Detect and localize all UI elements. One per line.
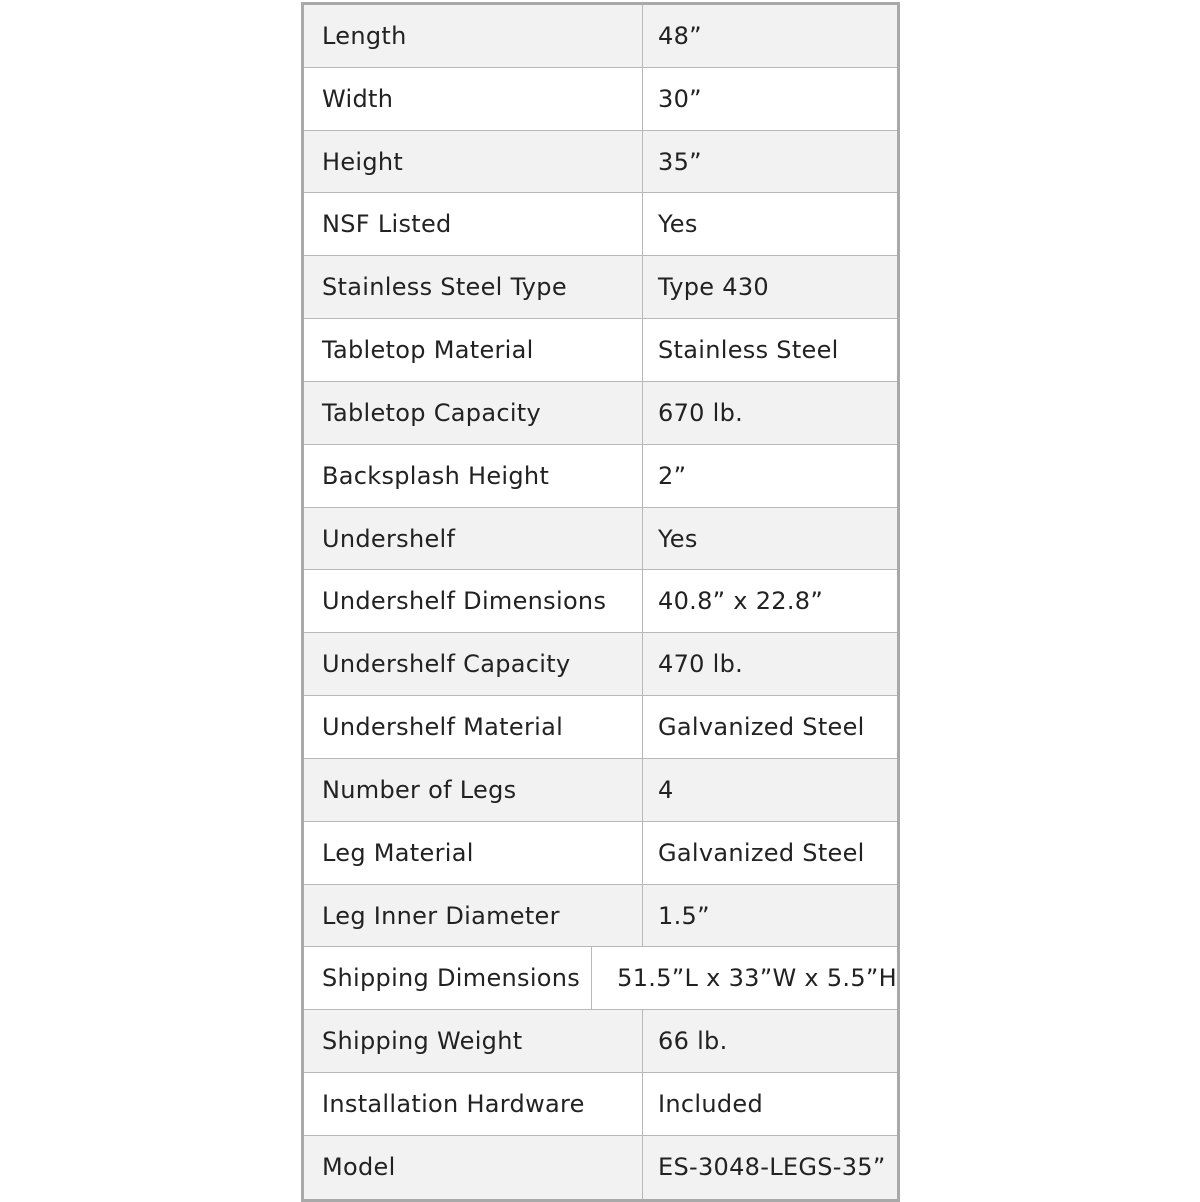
spec-label: Height	[304, 131, 643, 193]
spec-value: Yes	[658, 210, 698, 239]
spec-value: 40.8” x 22.8”	[658, 587, 824, 616]
spec-row-steel-type	[304, 256, 897, 319]
spec-label: Leg Inner Diameter	[304, 885, 643, 947]
spec-label: Leg Material	[304, 822, 643, 884]
spec-label: Stainless Steel Type	[304, 256, 643, 318]
spec-value: 470 lb.	[658, 650, 744, 679]
spec-row-number-of-legs	[304, 759, 897, 822]
spec-label: Number of Legs	[304, 759, 643, 821]
spec-label: Tabletop Capacity	[304, 382, 643, 444]
spec-row-undershelf-capacity	[304, 633, 897, 696]
spec-value: 2”	[658, 461, 687, 490]
spec-value: 66 lb.	[658, 1027, 728, 1056]
spec-row-shipping-weight	[304, 1010, 897, 1073]
spec-label: Width	[304, 68, 643, 130]
spec-row-undershelf-dimensions	[304, 570, 897, 633]
spec-label: Length	[304, 5, 643, 67]
spec-label: Undershelf Capacity	[304, 633, 643, 695]
spec-row-leg-inner-diameter	[304, 885, 897, 948]
spec-label: Tabletop Material	[304, 319, 643, 381]
spec-label: Backsplash Height	[304, 445, 643, 507]
spec-label: Model	[304, 1136, 643, 1199]
spec-value: 1.5”	[658, 901, 710, 930]
spec-label: NSF Listed	[304, 193, 643, 255]
spec-label: Undershelf Dimensions	[304, 570, 643, 632]
spec-label: Installation Hardware	[304, 1073, 643, 1135]
spec-label: Undershelf	[304, 508, 643, 570]
spec-row-width	[304, 68, 897, 131]
spec-row-tabletop-capacity	[304, 382, 897, 445]
spec-row-height	[304, 131, 897, 194]
spec-value: 30”	[658, 84, 702, 113]
spec-row-shipping-dimensions	[304, 947, 897, 1010]
spec-value: 35”	[658, 147, 702, 176]
spec-value: ES-3048-LEGS-35”	[658, 1153, 886, 1182]
spec-row-backsplash-height	[304, 445, 897, 508]
spec-row-undershelf	[304, 508, 897, 571]
spec-value: Galvanized Steel	[658, 838, 865, 867]
spec-row-leg-material	[304, 822, 897, 885]
spec-value: Stainless Steel	[658, 336, 839, 365]
spec-value: Type 430	[658, 273, 769, 302]
spec-label: Shipping Weight	[304, 1010, 643, 1072]
spec-row-length	[304, 5, 897, 68]
spec-value: 48”	[658, 21, 702, 50]
spec-table	[301, 2, 900, 1202]
spec-row-tabletop-material	[304, 319, 897, 382]
spec-row-model	[304, 1136, 897, 1199]
spec-value: Yes	[658, 524, 698, 553]
spec-label: Undershelf Material	[304, 696, 643, 758]
spec-value: 4	[658, 775, 674, 804]
spec-label: Shipping Dimensions	[304, 947, 592, 1009]
spec-row-nsf-listed	[304, 193, 897, 256]
spec-value: Galvanized Steel	[658, 713, 865, 742]
spec-value: 51.5”L x 33”W x 5.5”H	[617, 964, 897, 993]
spec-value: 670 lb.	[658, 398, 744, 427]
spec-row-undershelf-material	[304, 696, 897, 759]
spec-row-installation-hardware	[304, 1073, 897, 1136]
spec-value: Included	[658, 1089, 763, 1118]
